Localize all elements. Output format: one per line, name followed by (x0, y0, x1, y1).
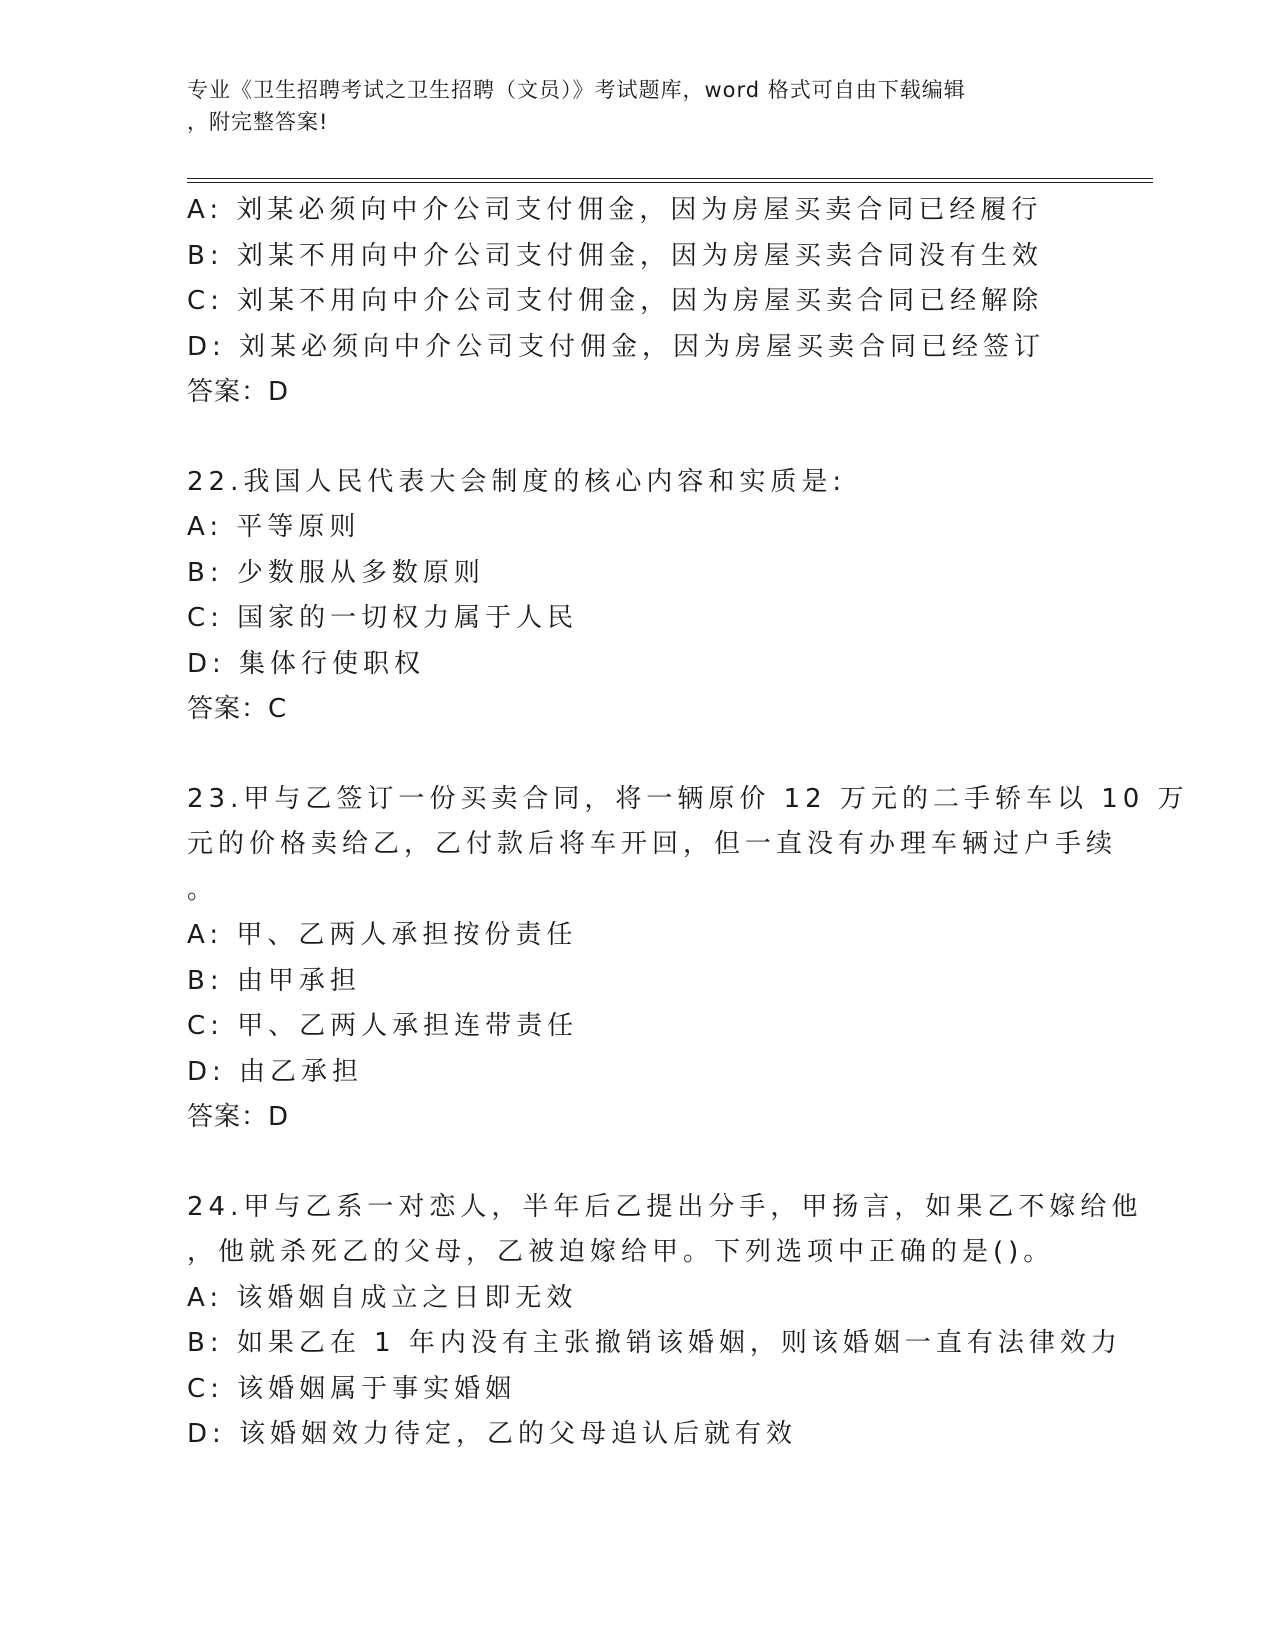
answer-line: 答案：C (187, 694, 288, 724)
option-d: D: 由乙承担 (187, 1056, 364, 1087)
option-b: B: 刘某不用向中介公司支付佣金，因为房屋买卖合同没有生效 (187, 240, 1043, 271)
option-c: C: 国家的一切权力属于人民 (187, 603, 579, 633)
spacer (187, 1141, 1087, 1185)
option-d: D: 该婚姻效力待定，乙的父母追认后就有效 (187, 1419, 798, 1449)
document-header (187, 74, 1067, 138)
option-b: B: 由甲承担 (187, 965, 361, 996)
option-b: B: 少数服从多数原则 (187, 557, 485, 588)
question-text-line-1: 24.甲与乙系一对恋人，半年后乙提出分手，甲扬言，如果乙不嫁给他 (187, 1191, 1143, 1222)
question-21-block (187, 188, 1087, 416)
question-24-block (187, 1185, 1143, 1458)
option-c: C: 刘某不用向中介公司支付佣金，因为房屋买卖合同已经解除 (187, 286, 1044, 316)
question-22-block (187, 460, 1087, 733)
spacer (187, 733, 1087, 777)
option-a: A: 该婚姻自成立之日即无效 (187, 1282, 578, 1313)
question-text-line-2: ，他就杀死乙的父母，乙被迫嫁给甲。下列选项中正确的是()。 (187, 1237, 1055, 1267)
header-divider-bottom (187, 182, 1153, 183)
option-a: A: 平等原则 (187, 512, 361, 542)
option-c: C: 该婚姻属于事实婚姻 (187, 1373, 517, 1404)
question-text-line-1: 23.甲与乙签订一份买卖合同，将一辆原价 12 万元的二手轿车以 10 万 (187, 783, 1189, 814)
header-divider-top (187, 178, 1153, 179)
question-text-line-3: 。 (187, 874, 219, 905)
spacer (187, 416, 1087, 460)
answer-line: 答案：D (187, 377, 290, 407)
option-a: A: 刘某必须向中介公司支付佣金，因为房屋买卖合同已经履行 (187, 195, 1043, 225)
question-23-block (187, 777, 1189, 1141)
option-b: B: 如果乙在 1 年内没有主张撤销该婚姻，则该婚姻一直有法律效力 (187, 1328, 1122, 1358)
option-d: D: 刘某必须向中介公司支付佣金，因为房屋买卖合同已经签订 (187, 331, 1046, 362)
question-text: 22.我国人民代表大会制度的核心内容和实质是: (187, 466, 847, 497)
answer-line: 答案：D (187, 1102, 290, 1132)
question-text-line-2: 元的价格卖给乙，乙付款后将车开回，但一直没有办理车辆过户手续 (187, 829, 1118, 859)
option-c: C: 甲、乙两人承担连带责任 (187, 1011, 579, 1041)
option-d: D: 集体行使职权 (187, 648, 426, 679)
header-line-1: 专业《卫生招聘考试之卫生招聘（文员）》考试题库，word 格式可自由下载编辑 (187, 78, 966, 102)
option-a: A: 甲、乙两人承担按份责任 (187, 920, 578, 950)
question-list (187, 188, 1189, 1458)
header-line-2: ，附完整答案! (187, 110, 329, 134)
